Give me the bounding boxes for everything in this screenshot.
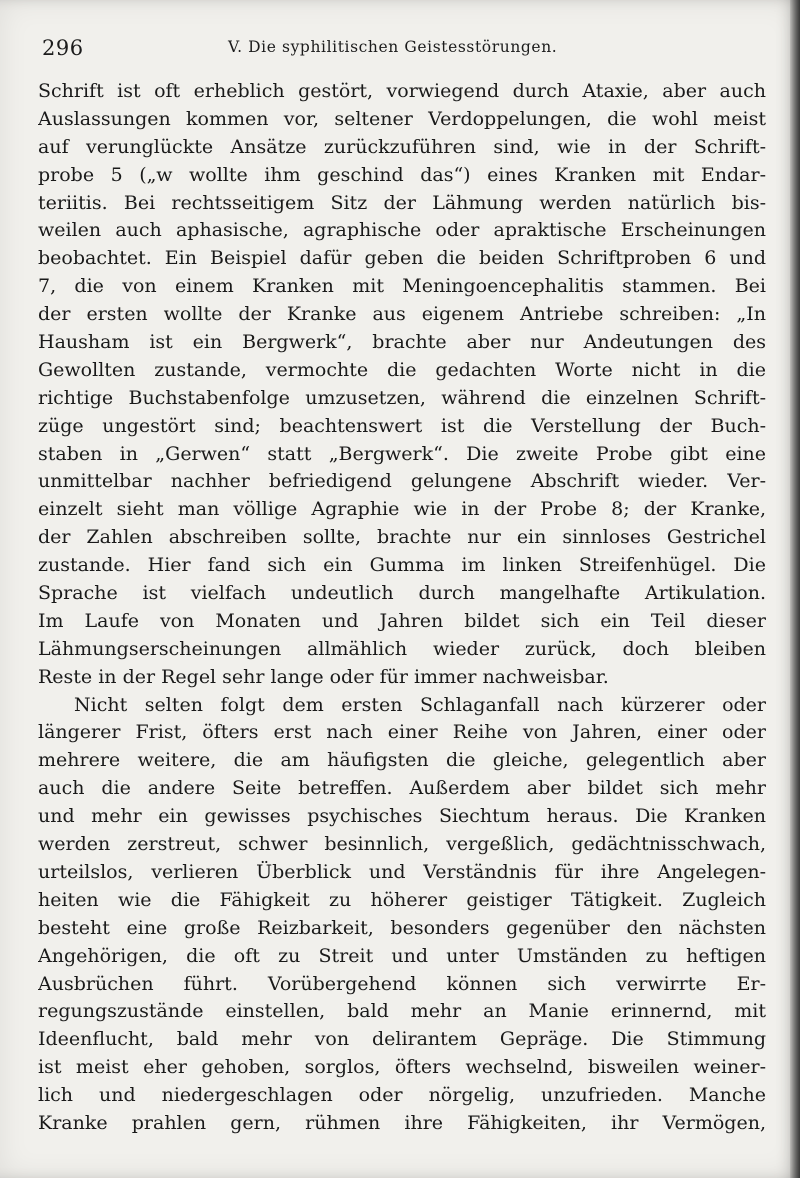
text-line: Ausbrüchen führt. Vorübergehend können sich verwirrte Er-: [38, 972, 766, 995]
running-head: V. Die syphilitischen Geistesstörungen.: [228, 38, 558, 56]
text-line: züge ungestört sind; beachtenswert ist die Verstellung der Buch-: [38, 414, 766, 437]
text-line: urteilslos, verlieren Überblick und Verständnis für ihre Angelegen-: [38, 860, 766, 883]
text-line: Sprache ist vielfach undeutlich durch mangelhafte Artikulation.: [38, 582, 766, 605]
text-line: Angehörigen, die oft zu Streit und unter Umständen zu heftigen: [38, 944, 766, 967]
paragraph-end-line: Reste in der Regel sehr lange oder für immer nachweisbar.: [38, 665, 609, 688]
text-line: probe 5 („w wollte ihm geschind das“) eines Kranken mit Endar-: [38, 163, 766, 186]
text-line: Ideenflucht, bald mehr von delirantem Gepräge. Die Stimmung: [38, 1028, 766, 1051]
text-line: auf verunglückte Ansätze zurückzuführen sind, wie in der Schrift-: [38, 135, 766, 158]
page-header: [42, 36, 762, 62]
text-line: beobachtet. Ein Beispiel dafür geben die beiden Schriftproben 6 und: [38, 247, 766, 270]
page-edge-shadow: [790, 0, 800, 1178]
text-line: richtige Buchstabenfolge umzusetzen, während die einzelnen Schrift-: [38, 386, 766, 409]
text-line: lich und niedergeschlagen oder nörgelig, unzufrieden. Manche: [38, 1084, 766, 1107]
text-line: ist meist eher gehoben, sorglos, öfters wechselnd, bisweilen weiner-: [38, 1056, 766, 1079]
text-line: Im Laufe von Monaten und Jahren bildet sich ein Teil dieser: [38, 609, 766, 632]
text-line: einzelt sieht man völlige Agraphie wie in der Probe 8; der Kranke,: [38, 498, 766, 521]
text-line: besteht eine große Reizbarkeit, besonders gegenüber den nächsten: [38, 916, 766, 939]
text-line: Kranke prahlen gern, rühmen ihre Fähigkeiten, ihr Vermögen,: [38, 1111, 766, 1134]
text-line: auch die andere Seite betreffen. Außerdem aber bildet sich mehr: [38, 777, 766, 800]
text-line: Auslassungen kommen vor, seltener Verdoppelungen, die wohl meist: [38, 107, 766, 130]
text-line: Hausham ist ein Bergwerk“, brachte aber nur Andeutungen des: [38, 331, 766, 354]
text-line: teriitis. Bei rechtsseitigem Sitz der Lähmung werden natürlich bis-: [38, 191, 766, 214]
text-line: und mehr ein gewisses psychisches Siechtum heraus. Die Kranken: [38, 805, 766, 828]
text-line: Schrift ist oft erheblich gestört, vorwiegend durch Ataxie, aber auch: [38, 80, 766, 102]
paragraph-start-line: Nicht selten folgt dem ersten Schlaganfall nach kürzerer oder: [74, 693, 766, 716]
text-line: Lähmungserscheinungen allmählich wieder zurück, doch bleiben: [38, 637, 766, 660]
text-line: Gewollten zustande, vermochte die gedachten Worte nicht in die: [38, 358, 766, 381]
text-line: staben in „Gerwen“ statt „Bergwerk“. Die zweite Probe gibt eine: [38, 442, 766, 465]
text-line: 7, die von einem Kranken mit Meningoencephalitis stammen. Bei: [38, 275, 766, 298]
text-line: werden zerstreut, schwer besinnlich, vergeßlich, gedächtnisschwach,: [38, 833, 766, 856]
text-line: regungszustände einstellen, bald mehr an Manie erinnernd, mit: [38, 1000, 766, 1023]
text-line: der ersten wollte der Kranke aus eigenem Antriebe schreiben: „In: [38, 303, 766, 326]
text-line: längerer Frist, öfters erst nach einer Reihe von Jahren, einer oder: [38, 721, 766, 744]
body-text: [38, 78, 766, 1138]
page-number: 296: [42, 36, 84, 60]
text-line: zustande. Hier fand sich ein Gumma im linken Streifenhügel. Die: [38, 554, 766, 577]
text-line: weilen auch aphasische, agraphische oder apraktische Erscheinungen: [38, 219, 766, 242]
text-line: unmittelbar nachher befriedigend gelungene Abschrift wieder. Ver-: [38, 470, 766, 493]
text-line: mehrere weitere, die am häufigsten die gleiche, gelegentlich aber: [38, 749, 766, 772]
text-line: der Zahlen abschreiben sollte, brachte nur ein sinnloses Gestrichel: [38, 526, 766, 549]
text-line: heiten wie die Fähigkeit zu höherer geistiger Tätigkeit. Zugleich: [38, 888, 766, 911]
